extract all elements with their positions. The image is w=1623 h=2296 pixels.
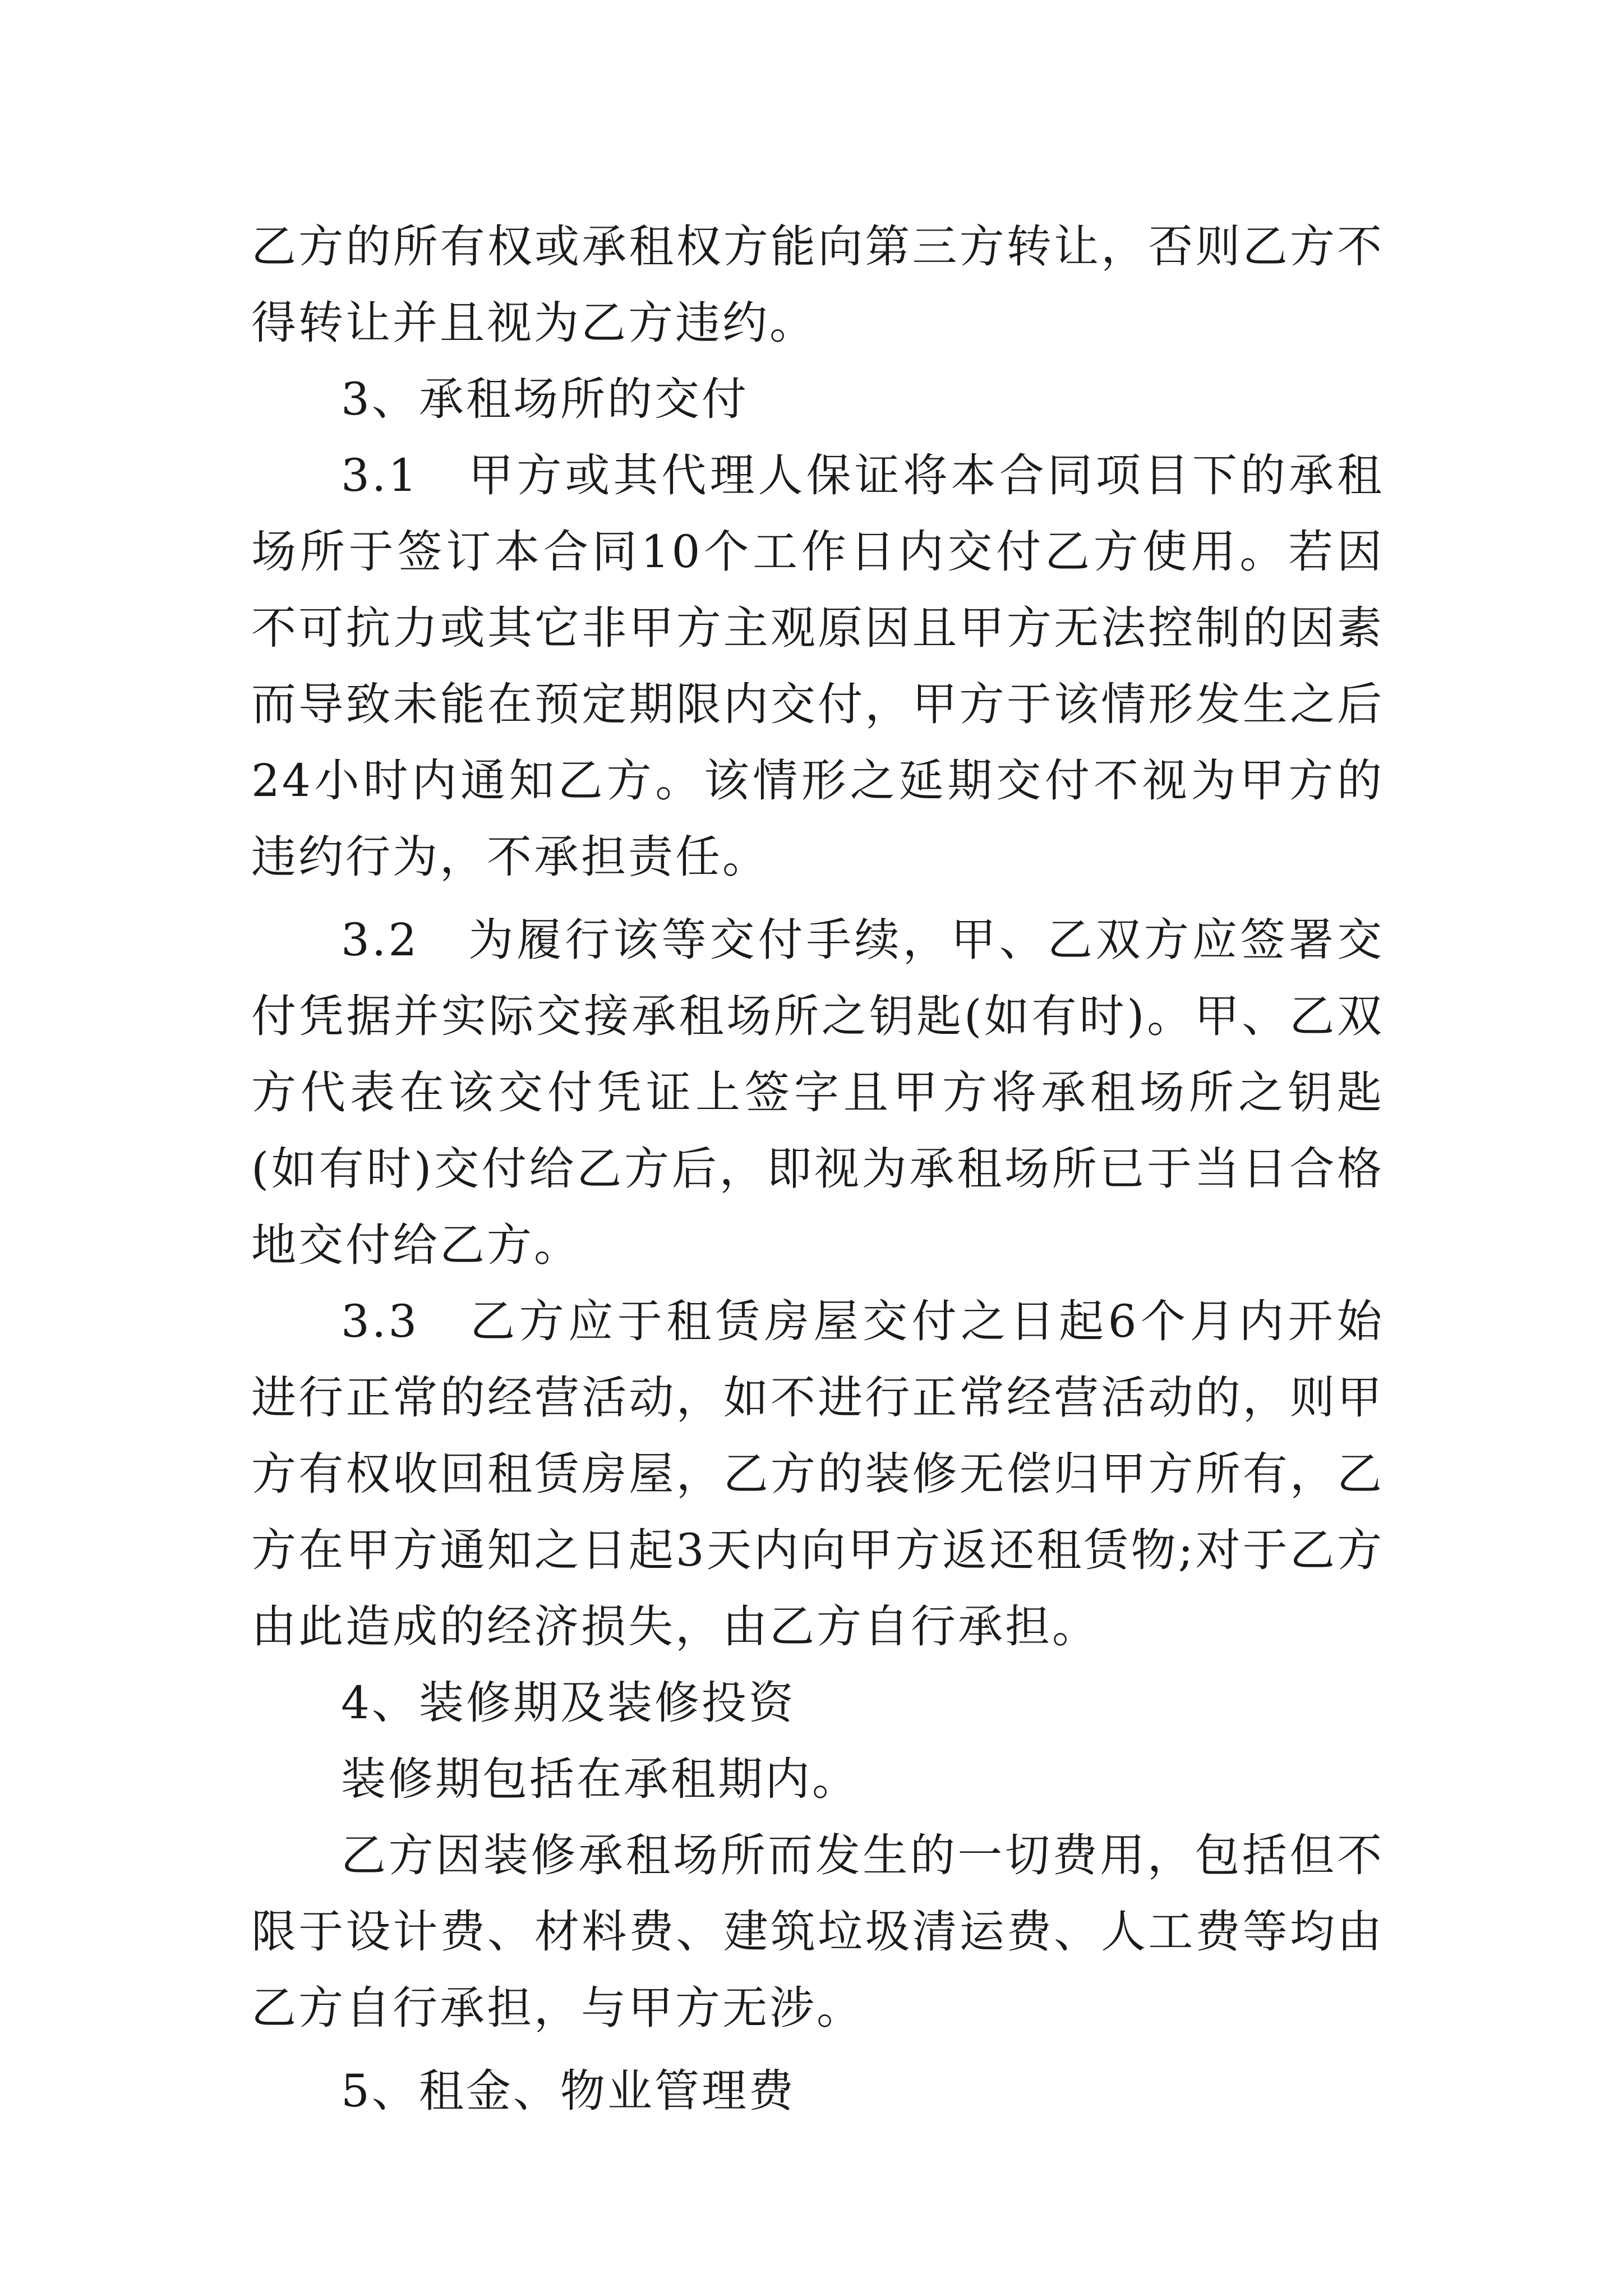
paragraph-renovation-period: 装修期包括在承租期内。 [341, 1753, 859, 1805]
clause-3-1: 3.1 甲方或其代理人保证将本合同项目下的承租场所于签订本合同10个工作日内交付乙方使用。若因不可抗力或其它非甲方主观原因且甲方无法控制的因素而导致未能在预定期限内交付，甲方于该情形发生之后24小时内通知乙方。该情形之延期交付不视为甲方的违约行为，不承担责任。 [251, 449, 1384, 883]
section-heading-4: 4、装修期及装修投资 [341, 1677, 796, 1729]
paragraph-renovation-costs: 乙方因装修承租场所而发生的一切费用，包括但不限于设计费、材料费、建筑垃圾清运费、人工费等均由乙方自行承担，与甲方无涉。 [251, 1829, 1384, 2034]
document-body [251, 209, 1384, 2129]
paragraph-continuation: 乙方的所有权或承租权方能向第三方转让，否则乙方不得转让并且视为乙方违约。 [251, 220, 1384, 349]
section-heading-3: 3、承租场所的交付 [341, 373, 749, 425]
clause-3-3: 3.3 乙方应于租赁房屋交付之日起6个月内开始进行正常的经营活动，如不进行正常经营活动的，则甲方有权收回租赁房屋，乙方的装修无偿归甲方所有，乙方在甲方通知之日起3天内向甲方返还租赁物;对于乙方由此造成的经济损失，由乙方自行承担。 [251, 1295, 1384, 1653]
clause-3-2: 3.2 为履行该等交付手续，甲、乙双方应签署交付凭据并实际交接承租场所之钥匙(如有时)。甲、乙双方代表在该交付凭证上签字且甲方将承租场所之钥匙(如有时)交付给乙方后，即视为承租场所已于当日合格地交付给乙方。 [251, 914, 1384, 1271]
section-heading-5: 5、租金、物业管理费 [341, 2065, 796, 2117]
